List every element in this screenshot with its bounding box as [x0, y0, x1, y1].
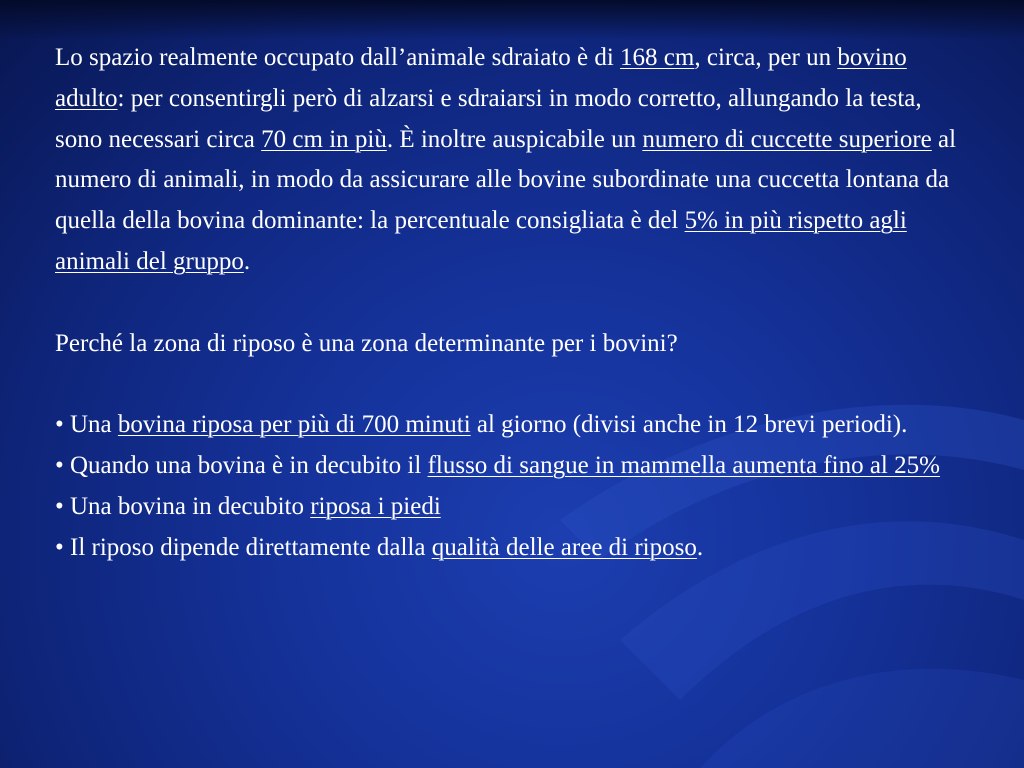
underlined-run-70cm: 70 cm in più: [261, 125, 387, 153]
text-run: : per consentirgli però di alzarsi e sdraiarsi in modo corretto, allungando la testa, sono necessari circa: [55, 84, 922, 153]
bullet-underlined-text: qualità delle aree di riposo: [431, 533, 697, 561]
text-run: , circa, per un: [694, 44, 838, 71]
bullet-text: al giorno (divisi anche in 12 brevi periodi).: [470, 411, 908, 439]
text-run: . È inoltre auspicabile un: [386, 125, 643, 153]
spacer: [55, 364, 965, 405]
bullet-text: • Quando una bovina è in decubito il: [55, 451, 428, 479]
text-run: al numero di animali, in modo da assicurare alle bovine subordinate una cuccetta lontana da quella della bovina dominante: la percentuale consigliata è del: [55, 125, 957, 235]
bullet-text: • Una: [55, 411, 118, 439]
question-line: Perché la zona di riposo è una zona determinante per i bovini?: [55, 329, 678, 357]
intro-paragraph: [55, 38, 965, 283]
bullet-item: [55, 405, 965, 446]
bullet-underlined-text: riposa i piedi: [310, 492, 441, 520]
underlined-run-bovino-adulto: bovino adulto: [55, 44, 907, 112]
underlined-run-numero-cuccette: numero di cuccette superiore: [642, 125, 932, 153]
bullet-underlined-text: flusso di sangue in mammella aumenta fino al 25%: [427, 451, 940, 479]
spacer: [55, 283, 965, 324]
slide-body: [55, 38, 965, 568]
underlined-run-5-percent: 5% in più rispetto agli animali del gruppo: [55, 207, 907, 275]
bullet-item: [55, 487, 965, 528]
bullet-underlined-text: bovina riposa per più di 700 minuti: [117, 411, 471, 439]
bullet-text: • Il riposo dipende direttamente dalla: [55, 533, 432, 561]
text-run: .: [243, 247, 251, 275]
text-run: Lo spazio realmente occupato dall’animale sdraiato è di: [55, 44, 621, 71]
bullet-text: • Una bovina in decubito: [55, 492, 311, 520]
bullet-item: [55, 528, 965, 569]
bullet-item: [55, 446, 965, 487]
underlined-run-168cm: 168 cm: [620, 44, 695, 71]
bullet-text: .: [696, 533, 704, 561]
